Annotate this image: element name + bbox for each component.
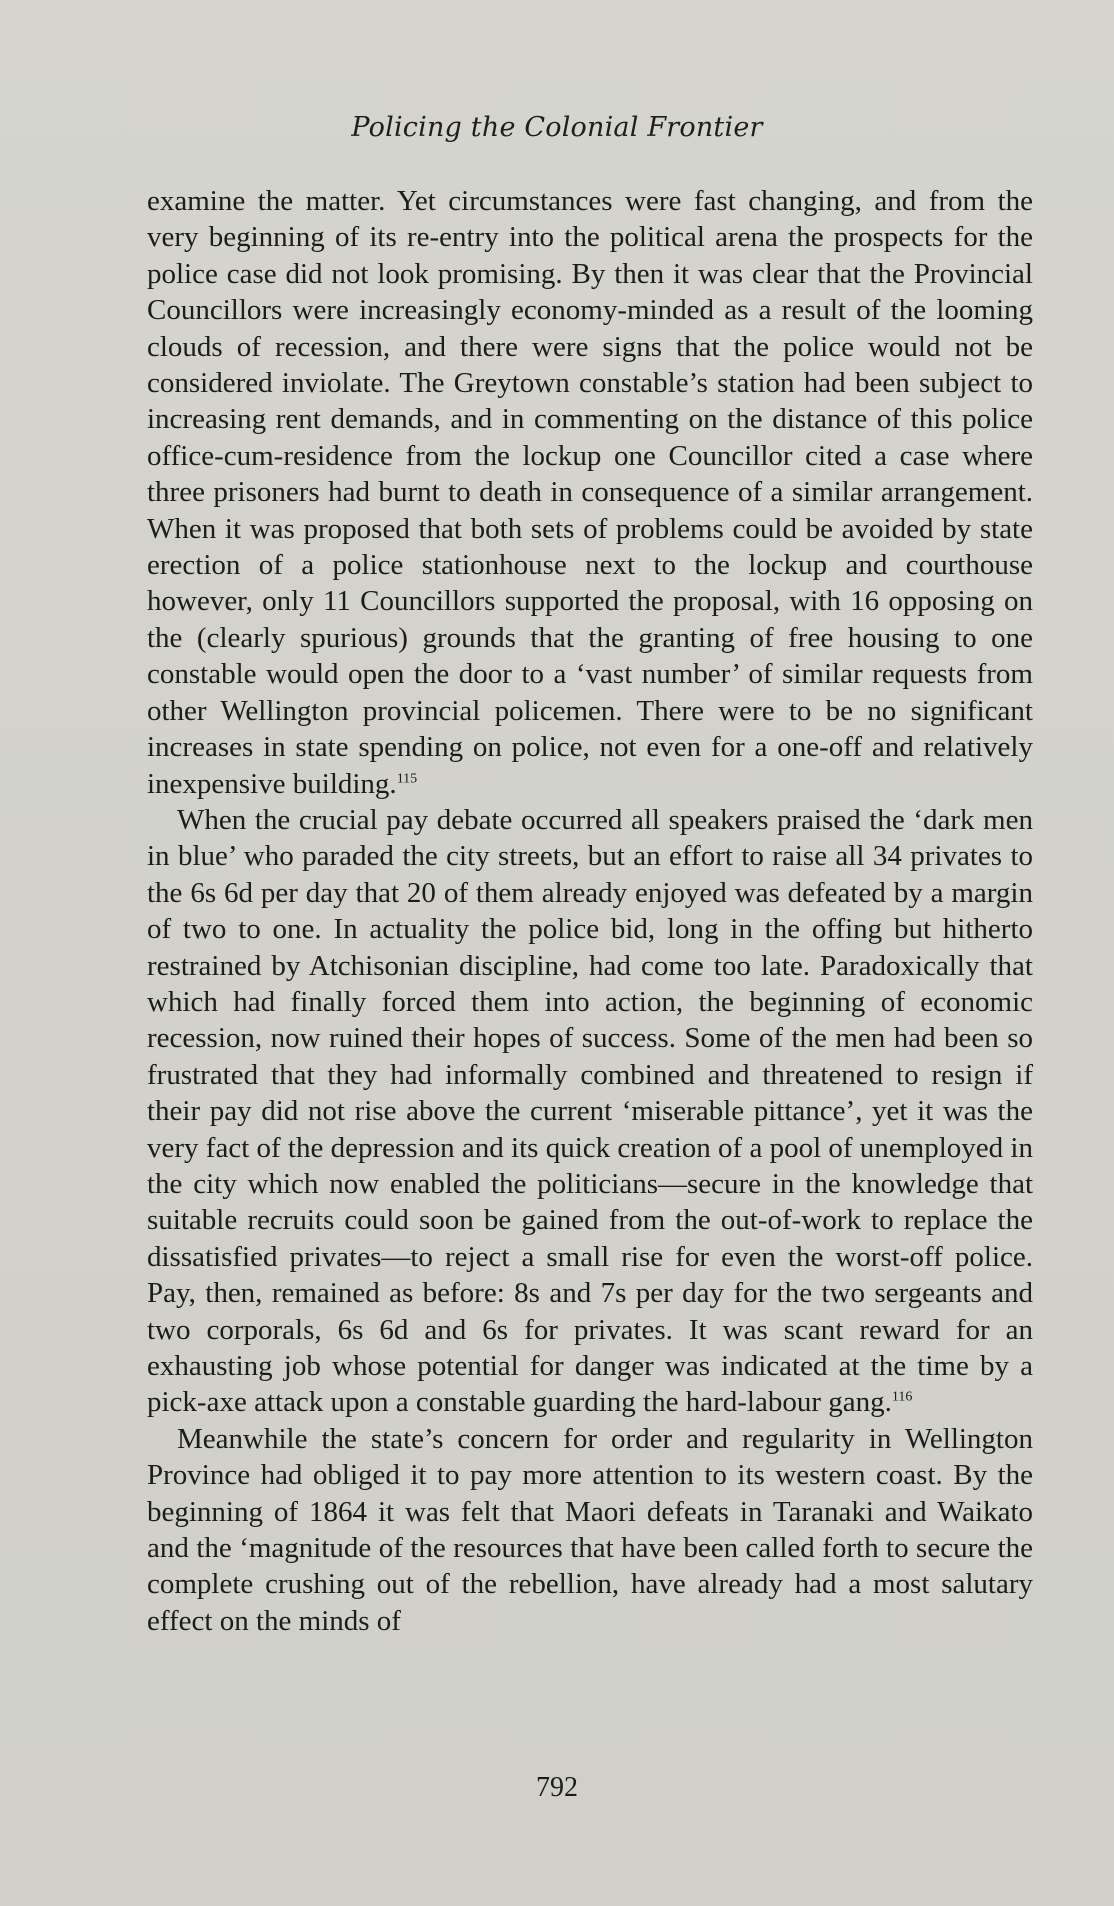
- paragraph: [147, 183, 1033, 802]
- paragraph-text: When the crucial pay debate occurred all speakers praised the ‘dark men in blue’ who paraded the city streets, but an effort to raise all 34 privates to the 6s 6d per day that 20 of them already enjoyed was defeated by a margin of two to one. In actuality the police bid, long in the offing but hitherto restrained by Atchisonian discipline, had come too late. Paradoxically that which had finally forced them into action, the beginning of economic recession, now ruined their hopes of success. Some of the men had been so frustrated that they had informally combined and threatened to resign if their pay did not rise above the current ‘miserable pittance’, yet it was the very fact of the depression and its quick creation of a pool of unemployed in the city which now enabled the politicians—secure in the knowledge that suitable recruits could soon be gained from the out-of-work to replace the dissatisfied privates—to reject a small rise for even the worst-off police. Pay, then, remained as before: 8s and 7s per day for the two sergeants and two corporals, 6s 6d and 6s for privates. It was scant reward for an exhausting job whose potential for danger was indicated at the time by a pick-axe attack upon a constable guarding the hard-labour gang.: [147, 803, 1033, 1419]
- paragraph-text: Meanwhile the state’s concern for order and regularity in Wellington Province had obliged it to pay more attention to its western coast. By the beginning of 1864 it was felt that Maori defeats in Taranaki and Waikato and the ‘magnitude of the resources that have been called forth to secure the complete crushing out of the rebellion, have already had a most salutary effect on the minds of: [147, 1422, 1033, 1637]
- body-text: [147, 183, 1033, 1639]
- page-number: 792: [536, 1772, 578, 1803]
- footnote-marker: 116: [891, 1389, 913, 1405]
- footnote-marker: 115: [396, 770, 418, 786]
- running-head: Policing the Colonial Frontier: [351, 112, 763, 143]
- paragraph: [147, 802, 1033, 1421]
- paragraph: [147, 1421, 1033, 1639]
- paragraph-text: examine the matter. Yet circumstances were fast changing, and from the very beginning of its re-entry into the political arena the prospects for the police case did not look promising. By then it was clear that the Provincial Councillors were increasingly economy-minded as a result of the looming clouds of recession, and there were signs that the police would not be considered inviolate. The Greytown constable’s station had been subject to increasing rent demands, and in commenting on the distance of this police office-cum-residence from the lockup one Councillor cited a case where three prisoners had burnt to death in consequence of a similar arrangement. When it was proposed that both sets of problems could be avoided by state erection of a police stationhouse next to the lockup and courthouse however, only 11 Councillors supported the proposal, with 16 opposing on the (clearly spurious) grounds that the granting of free housing to one constable would open the door to a ‘vast number’ of similar requests from other Wellington provincial policemen. There were to be no significant increases in state spending on police, not even for a one-off and relatively inexpensive building.: [147, 185, 1033, 800]
